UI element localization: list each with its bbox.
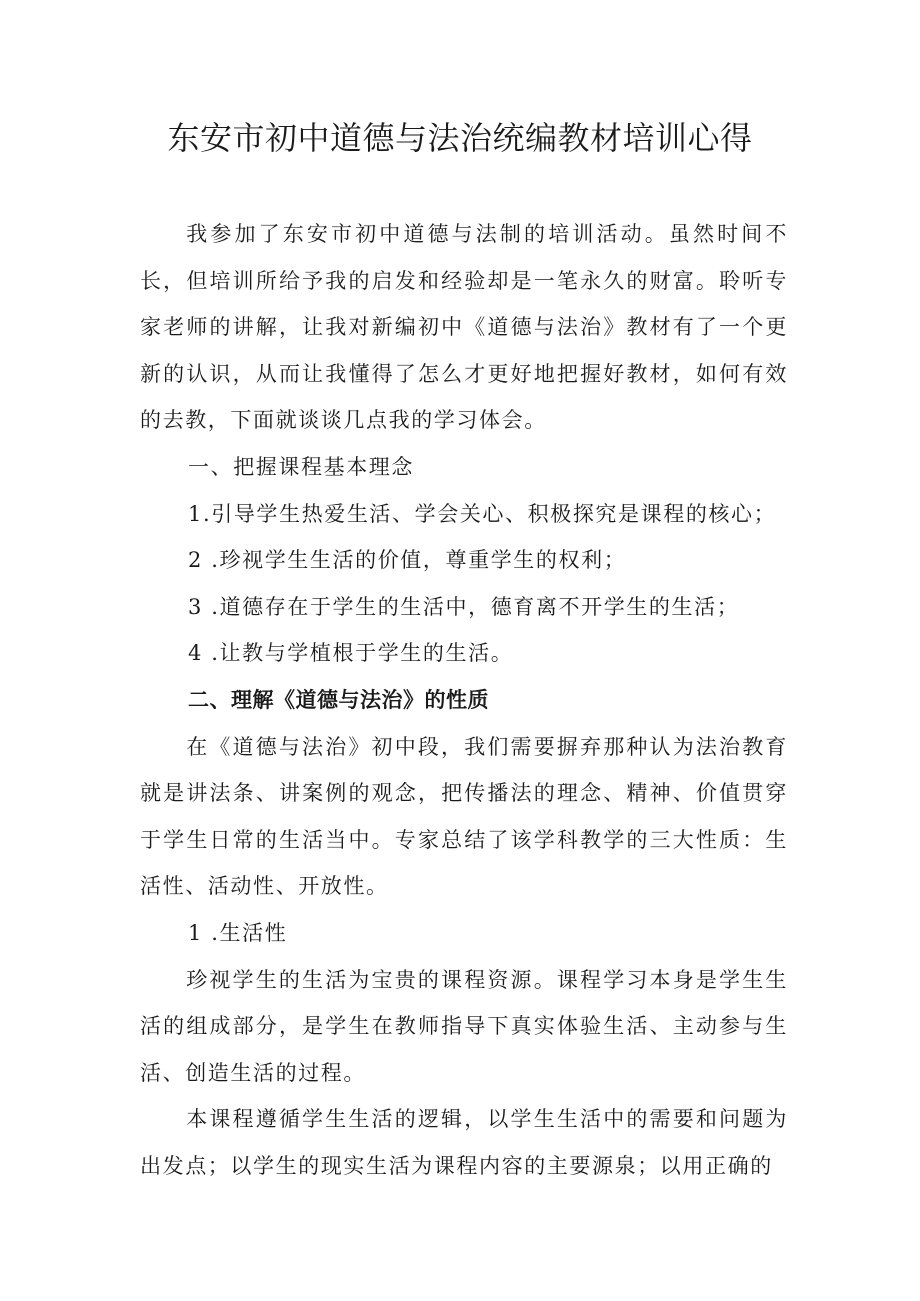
document-body bbox=[140, 211, 788, 1189]
section2-heading: 二、理解《道德与法治》的性质 bbox=[188, 687, 489, 712]
section2-paragraph: 在《道德与法治》初中段，我们需要摒弃那种认为法治教育就是讲法条、讲案例的观念，把传播法的理念、精神、价值贯穿于学生日常的生活当中。专家总结了该学科教学的三大性质：生活性、活动性、开放性。 bbox=[140, 734, 788, 899]
section1-item-2: 2 .珍视学生生活的价值，尊重学生的权利； bbox=[188, 548, 627, 573]
intro-paragraph: 我参加了东安市初中道德与法制的培训活动。虽然时间不长，但培训所给予我的启发和经验却是一笔永久的财富。聆听专家老师的讲解，让我对新编初中《道德与法治》教材有了一个更新的认识，从而让我懂得了怎么才更好地把握好教材，如何有效的去教，下面就谈谈几点我的学习体会。 bbox=[140, 222, 788, 433]
sub1-paragraph: 珍视学生的生活为宝贵的课程资源。课程学习本身是学生生活的组成部分，是学生在教师指导下真实体验生活、主动参与生活、创造生活的过程。 bbox=[140, 967, 788, 1085]
section1-heading: 一、把握课程基本理念 bbox=[188, 454, 414, 479]
section1-item-1: 1.引导学生热爱生活、学会关心、积极探究是课程的核心； bbox=[188, 501, 777, 526]
sub1-paragraph-2: 本课程遵循学生生活的逻辑，以学生生活中的需要和问题为出发点；以学生的现实生活为课程内容的主要源泉；以用正确的 bbox=[140, 1107, 788, 1178]
document-title: 东安市初中道德与法治统编教材培训心得 bbox=[167, 119, 753, 157]
section1-item-3: 3 .道德存在于学生的生活中，德育离不开学生的生活； bbox=[188, 594, 740, 619]
sub1-heading: 1 .生活性 bbox=[188, 920, 288, 945]
section1-item-4: 4 .让教与学植根于学生的生活。 bbox=[188, 641, 514, 666]
